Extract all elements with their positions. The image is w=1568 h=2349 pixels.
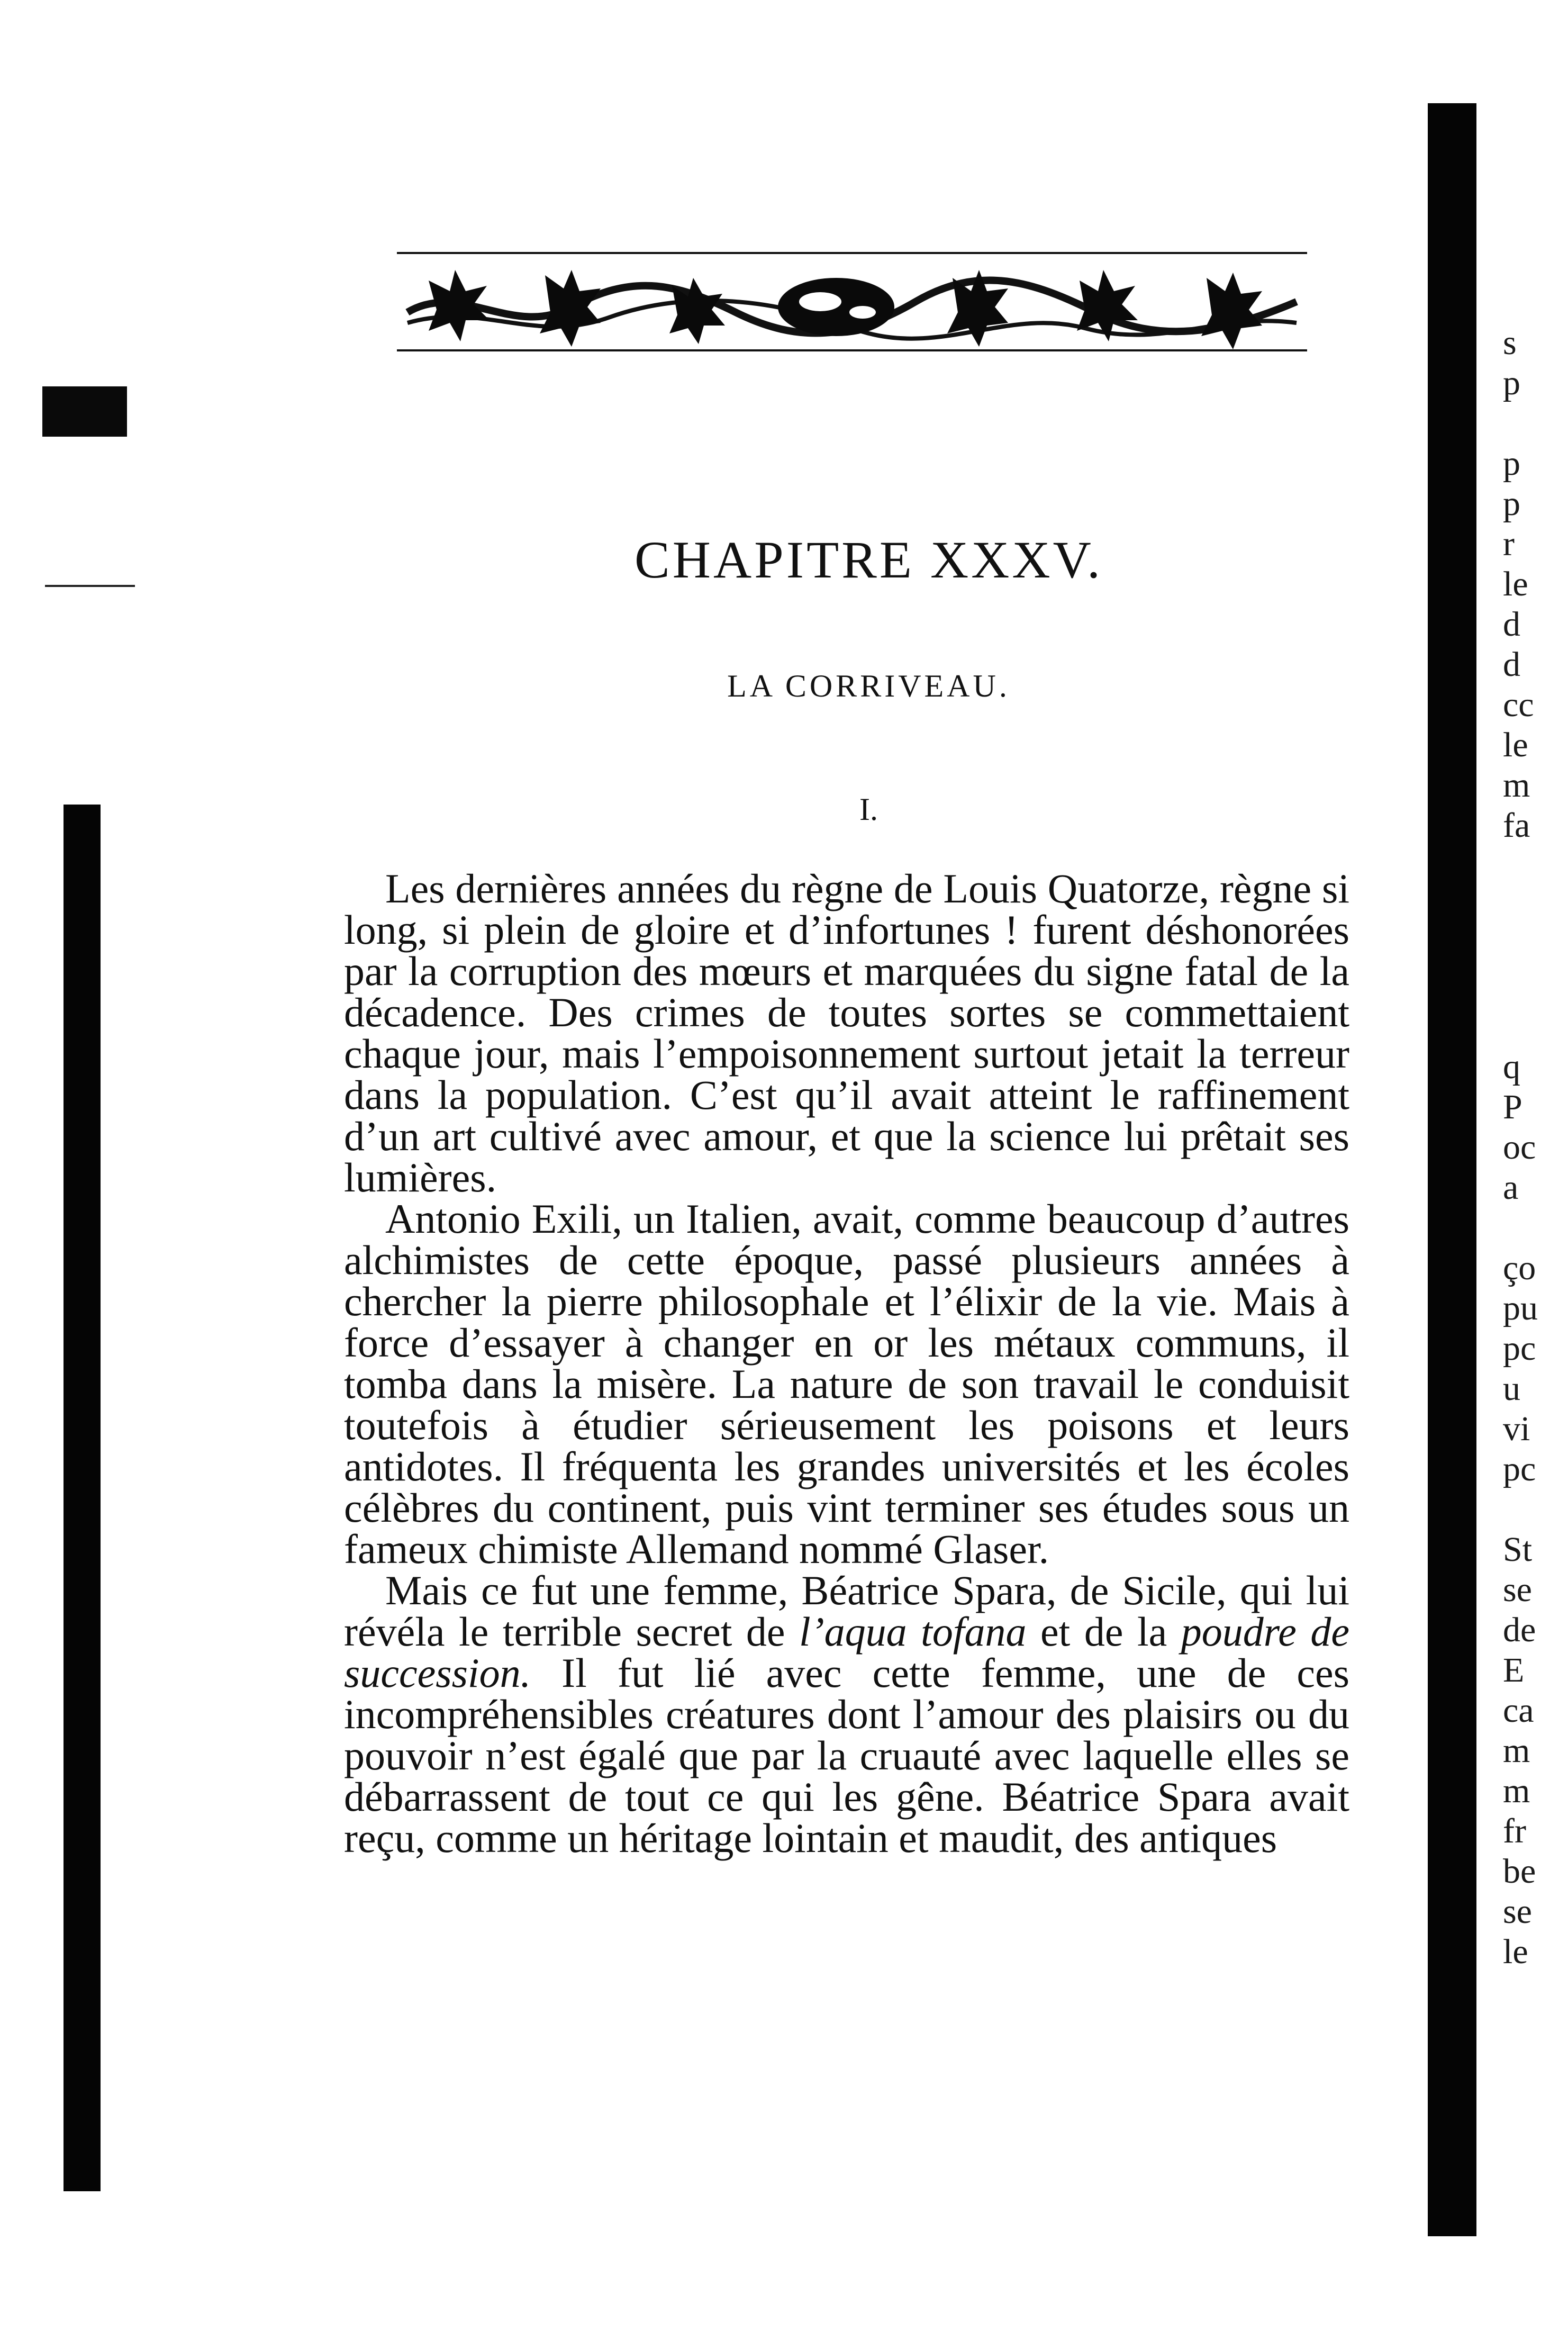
- facing-page-fragment: [1503, 1208, 1566, 1248]
- facing-page-fragment: le: [1503, 726, 1528, 764]
- facing-page-fragment: [1503, 1489, 1566, 1530]
- facing-page-fragment: oc: [1503, 1128, 1536, 1167]
- facing-page-fragment: m: [1503, 766, 1530, 805]
- facing-page-fragment: [1503, 403, 1566, 444]
- facing-page-fragment: vi: [1503, 1410, 1530, 1448]
- facing-page-fragment: [1503, 966, 1566, 1007]
- facing-page-fragment: se: [1503, 1570, 1532, 1609]
- facing-page-fragment: P: [1503, 1088, 1522, 1126]
- facing-page-fragment: d: [1503, 645, 1520, 684]
- paragraph: [344, 1198, 1349, 1570]
- vine-ornament-banner: [397, 249, 1307, 355]
- chapter-subtitle: LA CORRIVEAU.: [727, 668, 1010, 703]
- text-run: Mais ce fut une femme, Béatrice Spara, de Sicile, qui lui révéla le terrible secret de: [344, 1567, 1349, 1655]
- facing-page-fragment: p: [1503, 444, 1520, 483]
- section-number: I.: [859, 792, 878, 827]
- facing-page-fragment: [1503, 846, 1566, 886]
- facing-page-fragment: p: [1503, 484, 1520, 523]
- facing-page-fragment: m: [1503, 1772, 1530, 1810]
- facing-page-fragment: p: [1503, 364, 1520, 402]
- facing-page-fragment: s: [1503, 323, 1517, 362]
- text-run: et de la: [1026, 1609, 1181, 1655]
- facing-page-fragment: le: [1503, 565, 1528, 603]
- facing-page-fragment: [1503, 886, 1566, 926]
- facing-page-fragment: ço: [1503, 1249, 1536, 1287]
- italic-run: poudre de succession.: [344, 1609, 1349, 1696]
- facing-page-fragment: q: [1503, 1047, 1520, 1086]
- facing-page-fragment: cc: [1503, 685, 1534, 724]
- facing-page-fragment: m: [1503, 1731, 1530, 1770]
- facing-page-fragments: [1503, 323, 1566, 1972]
- scan-binding-shadow-left: [64, 805, 101, 2191]
- text-run: Les dernières années du règne de Louis Quatorze, règne si long, si plein de gloire et d’infortunes ! furent déshonorées par la corruption des mœurs et marquées du signe fatal de la décadence. Des crimes de toutes sortes se commettaient chaque jour, mais l’empoisonnement surtout jetait la terreur dans la population. C’est qu’il avait atteint le raffinement d’un art cultivé avec amour, et que la science lui prêtait ses lumières.: [344, 865, 1349, 1200]
- facing-page-fragment: pc: [1503, 1450, 1536, 1488]
- facing-page-fragment: fa: [1503, 806, 1530, 845]
- scan-dark-mark: [42, 386, 127, 437]
- text-run: Antonio Exili, un Italien, avait, comme beaucoup d’autres alchimistes de cette époque, passé plusieurs années à chercher la pierre philosophale et l’élixir de la vie. Mais à force d’essayer à changer en or les métaux communs, il tomba dans la misère. La nature de son travail le conduisit toutefois à étudier sérieusement les poisons et leurs antidotes. Il fréquenta les grandes universités et les écoles célèbres du continent, puis vint terminer ses études sous un fameux chimiste Allemand nommé Glaser.: [344, 1196, 1349, 1572]
- facing-page-fragment: fr: [1503, 1812, 1526, 1850]
- facing-page-fragment: d: [1503, 605, 1520, 644]
- text-run: Il fut lié avec cette femme, une de ces incompréhensibles créatures dont l’amour des plaisirs ou du pouvoir n’est égalé que par la cruauté avec laquelle elles se débarrassent de tout ce qui les gêne. Béatrice Spara avait reçu, comme un héritage lointain et maudit, des antiques: [344, 1650, 1349, 1861]
- facing-page-fragment: pu: [1503, 1289, 1538, 1327]
- facing-page-fragment: le: [1503, 1932, 1528, 1971]
- facing-page-fragment: St: [1503, 1530, 1533, 1569]
- body-text: [344, 865, 1349, 1861]
- paragraph: [344, 865, 1349, 1200]
- chapter-title: CHAPITRE XXXV.: [635, 530, 1103, 589]
- facing-page-fragment: u: [1503, 1369, 1520, 1408]
- italic-run: l’aqua tofana: [799, 1609, 1027, 1655]
- facing-page-fragment: E: [1503, 1651, 1525, 1690]
- facing-page-fragment: r: [1503, 525, 1515, 563]
- facing-page-fragment: a: [1503, 1168, 1519, 1207]
- facing-page-fragment: [1503, 1007, 1566, 1047]
- facing-page-fragment: [1503, 926, 1566, 966]
- facing-page-fragment: pc: [1503, 1329, 1536, 1368]
- facing-page-fragment: ca: [1503, 1691, 1534, 1730]
- scan-binding-shadow-right: [1428, 103, 1476, 2236]
- paragraph: [344, 1567, 1349, 1861]
- facing-page-fragment: de: [1503, 1611, 1536, 1649]
- facing-page-fragment: be: [1503, 1852, 1536, 1891]
- facing-page-fragment: se: [1503, 1892, 1532, 1931]
